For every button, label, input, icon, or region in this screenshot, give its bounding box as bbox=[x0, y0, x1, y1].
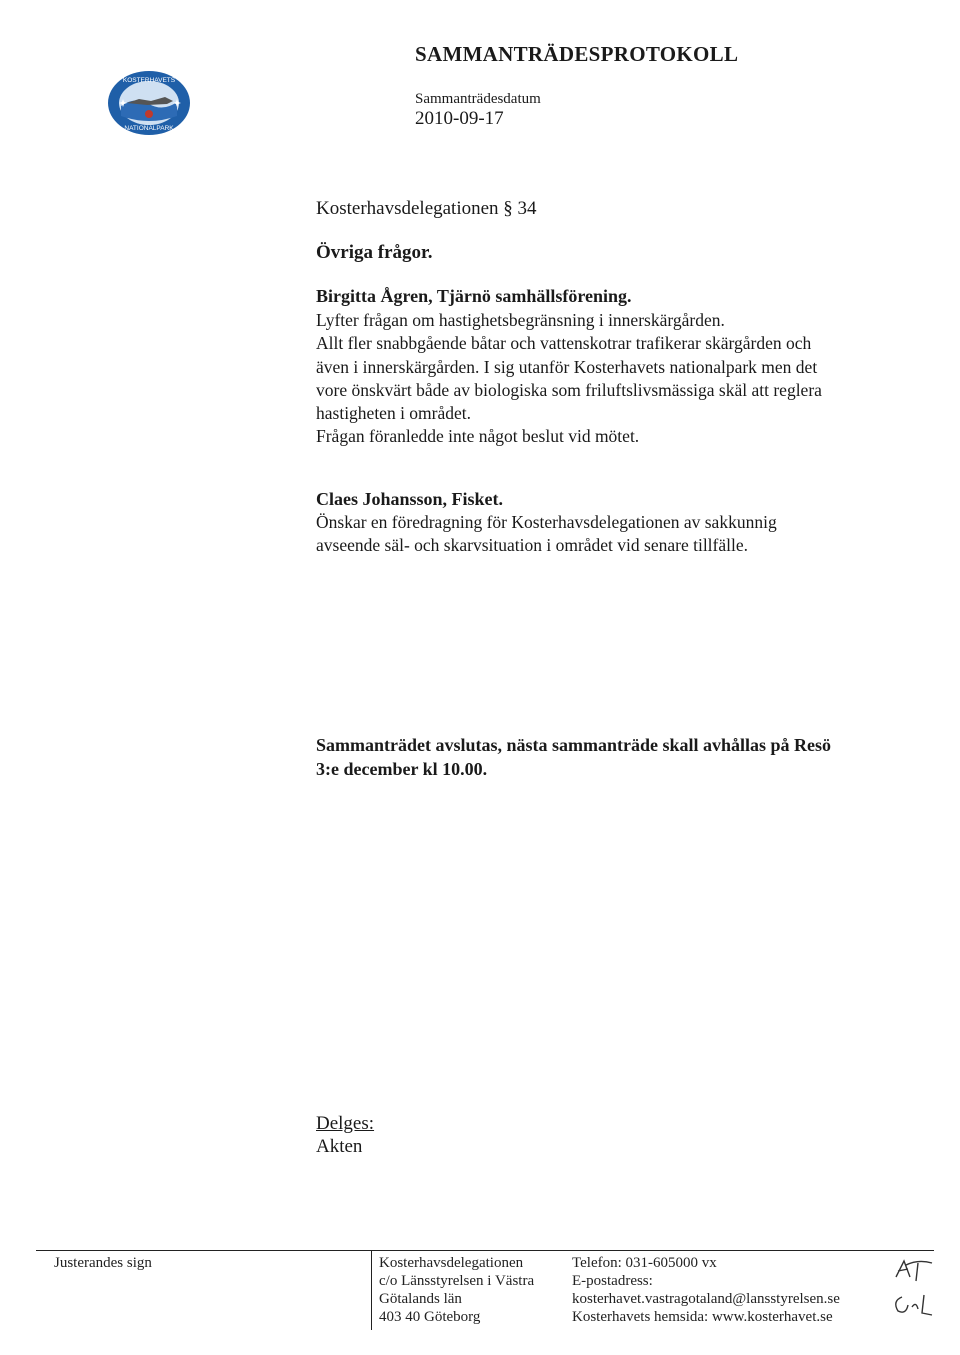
footer-sign-label: Justerandes sign bbox=[54, 1255, 152, 1271]
distribution-recipient: Akten bbox=[316, 1136, 363, 1157]
closing-line: Sammanträdet avslutas, nästa sammanträde skall avhållas på Resö bbox=[316, 735, 832, 755]
logo-text-bottom: NATIONALPARK bbox=[124, 125, 174, 132]
footer-email-link[interactable]: kosterhavet.vastragotaland@lansstyrelsen.se bbox=[572, 1291, 840, 1307]
footer-contact-line: E-postadress: bbox=[572, 1273, 653, 1289]
kosterhavet-logo bbox=[107, 70, 191, 136]
meeting-date-value: 2010-09-17 bbox=[415, 108, 504, 129]
footer-website-line[interactable]: Kosterhavets hemsida: www.kosterhavet.se bbox=[572, 1309, 833, 1325]
item-text-line: avseende säl- och skarvsituation i området vid senare tillfälle. bbox=[316, 535, 749, 555]
footer-address-line: Götalands län bbox=[379, 1291, 462, 1307]
item-text-line: även i innerskärgården. I sig utanför Kosterhavets nationalpark men det bbox=[316, 357, 818, 377]
footer-address-line: c/o Länsstyrelsen i Västra bbox=[379, 1273, 535, 1289]
footer-divider bbox=[36, 1250, 934, 1251]
footer-address-line: Kosterhavsdelegationen bbox=[379, 1255, 524, 1271]
item-text-line: Frågan föranledde inte något beslut vid mötet. bbox=[316, 426, 640, 446]
footer-column-divider bbox=[371, 1250, 372, 1330]
item-heading: Birgitta Ågren, Tjärnö samhällsförening. bbox=[316, 286, 632, 306]
distribution-label: Delges: bbox=[316, 1113, 375, 1134]
item-text-line: Allt fler snabbgående båtar och vattenskotrar trafikerar skärgården och bbox=[316, 333, 812, 353]
logo-text-top: KOSTERHAVETS bbox=[122, 77, 176, 84]
item-text-line: vore önskvärt både av biologiska som friluftslivsmässiga skäl att reglera bbox=[316, 380, 822, 400]
section-title: Kosterhavsdelegationen § 34 bbox=[316, 198, 537, 219]
meeting-date-label: Sammanträdesdatum bbox=[415, 91, 541, 107]
footer-address-line: 403 40 Göteborg bbox=[379, 1309, 481, 1325]
section-heading: Övriga frågor. bbox=[316, 242, 433, 263]
footer-contact-line: Telefon: 031-605000 vx bbox=[572, 1255, 717, 1271]
handwritten-initials bbox=[888, 1255, 944, 1321]
item-text-line: Lyfter frågan om hastighetsbegränsning i innerskärgården. bbox=[316, 310, 725, 330]
item-text-line: Önskar en föredragning för Kosterhavsdelegationen av sakkunnig bbox=[316, 512, 777, 532]
closing-line: 3:e december kl 10.00. bbox=[316, 759, 488, 779]
document-title: SAMMANTRÄDESPROTOKOLL bbox=[415, 42, 739, 66]
item-heading: Claes Johansson, Fisket. bbox=[316, 489, 504, 509]
item-text-line: hastigheten i området. bbox=[316, 403, 472, 423]
